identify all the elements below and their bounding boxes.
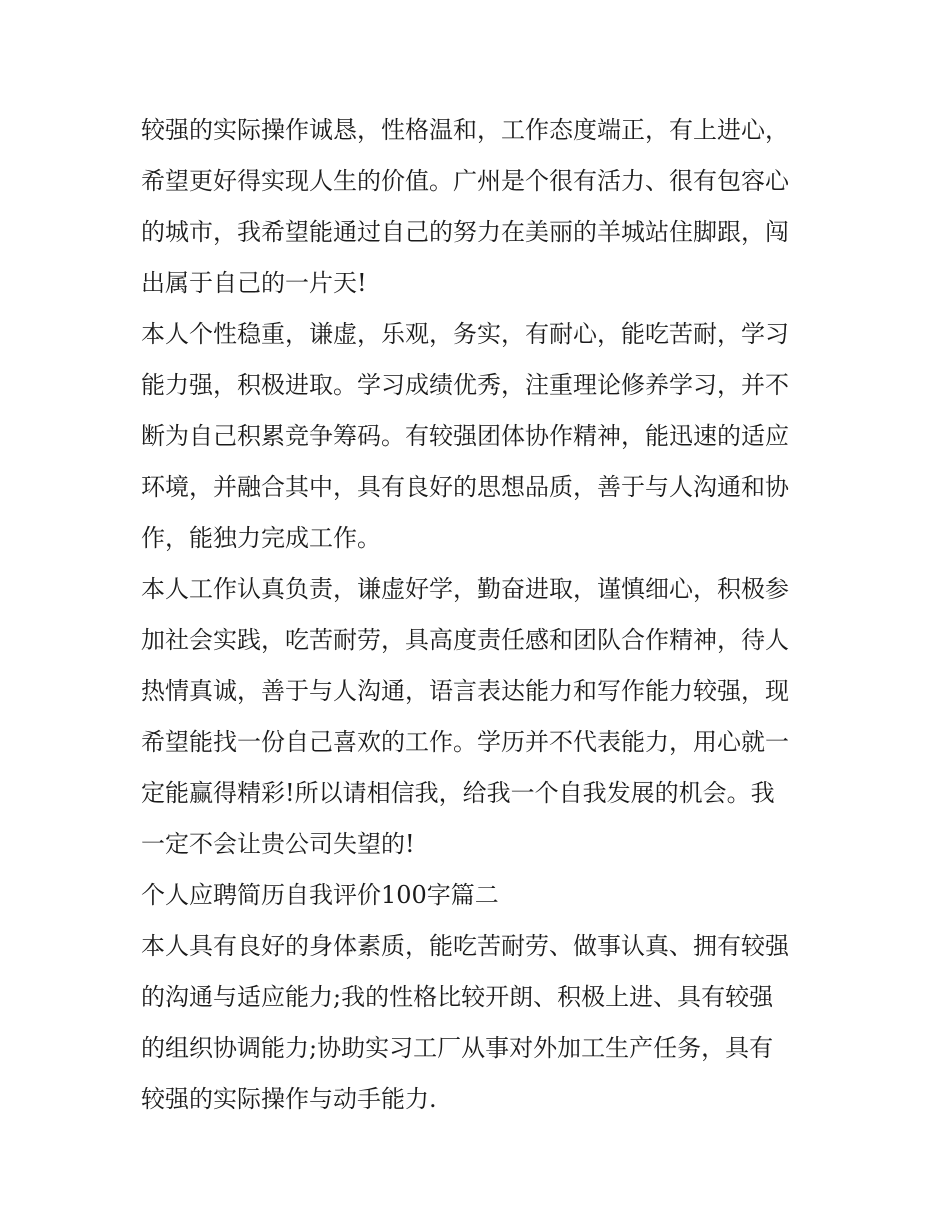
text-line: 希望能找一份自己喜欢的工作。学历并不代表能力，用心就一 [141, 728, 789, 756]
text-line: 本人个性稳重，谦虚，乐观，务实，有耐心，能吃苦耐，学习 [141, 320, 789, 348]
text-line: 一定不会让贵公司失望的! [141, 830, 415, 858]
paragraph-4 [141, 921, 821, 1125]
text-line: 本人具有良好的身体素质，能吃苦耐劳、做事认真、拥有较强 [141, 932, 789, 960]
document-body [141, 105, 821, 1125]
text-line: 热情真诚，善于与人沟通，语言表达能力和写作能力较强，现 [141, 677, 789, 705]
paragraph-1 [141, 105, 821, 309]
text-line: 作，能独力完成工作。 [141, 524, 381, 552]
heading-line: 个人应聘简历自我评价100字篇二 [141, 881, 499, 909]
text-line: 的组织协调能力;协助实习工厂从事对外加工生产任务，具有 [141, 1034, 774, 1062]
text-line: 环境，并融合其中，具有良好的思想品质，善于与人沟通和协 [141, 473, 789, 501]
text-line: 能力强，积极进取。学习成绩优秀，注重理论修养学习，并不 [141, 371, 789, 399]
section-heading [141, 870, 821, 921]
text-line: 断为自己积累竞争筹码。有较强团体协作精神，能迅速的适应 [141, 422, 789, 450]
text-line: 加社会实践，吃苦耐劳，具高度责任感和团队合作精神，待人 [141, 626, 789, 654]
paragraph-3 [141, 564, 821, 870]
text-line: 出属于自己的一片天! [141, 269, 367, 297]
text-line: 定能赢得精彩!所以请相信我，给我一个自我发展的机会。我 [141, 779, 775, 807]
text-line: 较强的实际操作诚恳，性格温和，工作态度端正，有上进心， [141, 116, 789, 144]
text-line: 的沟通与适应能力;我的性格比较开朗、积极上进、具有较强 [141, 983, 774, 1011]
paragraph-2 [141, 309, 821, 564]
text-line: 的城市，我希望能通过自己的努力在美丽的羊城站住脚跟，闯 [141, 218, 789, 246]
text-line: 较强的实际操作与动手能力. [141, 1085, 437, 1113]
text-line: 本人工作认真负责，谦虚好学，勤奋进取，谨慎细心，积极参 [141, 575, 789, 603]
text-line: 希望更好得实现人生的价值。广州是个很有活力、很有包容心 [141, 167, 789, 195]
